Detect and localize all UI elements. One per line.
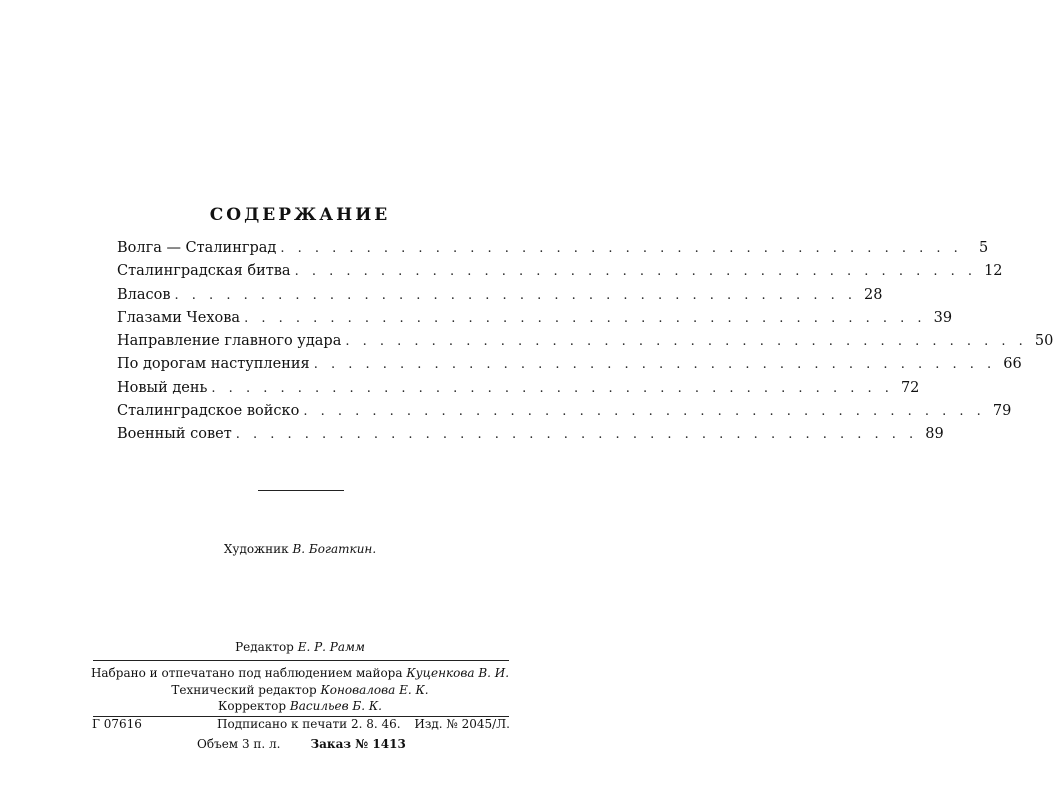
toc-entry-title: Направление главного удара [117, 333, 342, 350]
toc-entry[interactable] [117, 379, 920, 403]
toc-entry-page: 12 [984, 263, 1003, 280]
toc-entry[interactable] [117, 240, 989, 263]
toc-entry[interactable] [117, 403, 1012, 426]
typeset-line [90, 665, 510, 682]
tech-editor-label: Технический редактор [171, 682, 317, 697]
toc-leader-dots: . . . . . . . . . . . . . . . . . . . . . . . . . . . . . . . . . . . . . . . . [244, 310, 927, 326]
production-credits [90, 665, 510, 715]
toc-entry-title: Военный совет [117, 426, 232, 443]
toc-entry-page: 50 [1034, 333, 1053, 350]
toc-leader-dots: . . . . . . . . . . . . . . . . . . . . . . . . . . . . . . . . . . . . . . . . [345, 334, 1028, 350]
contents-title: СОДЕРЖАНИЕ [209, 205, 391, 225]
imprint-line-2 [197, 737, 406, 751]
toc-entry-title: Глазами Чехова [117, 309, 241, 326]
typeset-name: Куценкова В. И. [406, 666, 510, 680]
toc-entry[interactable] [117, 426, 944, 449]
toc-entry[interactable] [117, 333, 1053, 356]
editor-label: Редактор [235, 640, 294, 654]
artist-name: В. Богаткин. [292, 542, 377, 556]
corrector-line [90, 698, 510, 715]
imprint-code: Г 07616 [92, 717, 142, 731]
toc-entry-title: Волга — Сталинград [117, 240, 277, 256]
toc-entry-page: 79 [992, 403, 1012, 420]
typeset-label: Набрано и отпечатано под наблюдением майора [90, 666, 403, 680]
toc-entry-page: 5 [979, 240, 989, 256]
toc-entry-page: 28 [864, 286, 883, 303]
toc-entry-page: 89 [925, 426, 944, 443]
toc-entry-page: 72 [900, 379, 920, 396]
imprint-order: Заказ № 1413 [310, 737, 406, 751]
toc-entry-title: Власов [117, 286, 171, 303]
imprint-volume: Объем 3 п. л. [197, 737, 281, 751]
toc-leader-dots: . . . . . . . . . . . . . . . . . . . . . . . . . . . . . . . . . . . . . . . . [294, 264, 977, 280]
toc-leader-dots: . . . . . . . . . . . . . . . . . . . . . . . . . . . . . . . . . . . . . . . . [313, 357, 996, 373]
toc-leader-dots: . . . . . . . . . . . . . . . . . . . . . . . . . . . . . . . . . . . . . . . . [211, 380, 894, 396]
tech-editor-line [90, 682, 510, 699]
toc-leader-dots: . . . . . . . . . . . . . . . . . . . . . . . . . . . . . . . . . . . . . . . . [174, 287, 857, 303]
artist-credit [0, 542, 600, 556]
toc-entry-page: 66 [1003, 356, 1022, 373]
corrector-name: Васильев Б. К. [289, 699, 382, 713]
artist-label: Художник [223, 542, 289, 556]
editor-credit [0, 640, 600, 654]
toc-leader-dots: . . . . . . . . . . . . . . . . . . . . . . . . . . . . . . . . . . . . . . . . [303, 404, 986, 420]
imprint-signed: Подписано к печати 2. 8. 46. [217, 717, 401, 731]
toc-leader-dots: . . . . . . . . . . . . . . . . . . . . . . . . . . . . . . . . . . . . . . . . [280, 241, 963, 256]
toc-entry[interactable] [117, 309, 953, 333]
imprint-publisher-no: Изд. № 2045/Л. [414, 717, 510, 731]
imprint-top-rule [93, 660, 509, 661]
toc-entry-title: По дорогам наступления [117, 356, 310, 373]
toc-entry-title: Новый день [117, 379, 208, 396]
toc-entry-title: Сталинградское войско [117, 403, 300, 420]
toc-entry[interactable] [117, 286, 883, 310]
corrector-label: Корректор [218, 699, 287, 713]
toc-entry-title: Сталинградская битва [117, 263, 291, 280]
section-divider [258, 490, 344, 491]
toc-entry[interactable] [117, 263, 1003, 286]
table-of-contents [117, 240, 1053, 450]
toc-entry[interactable] [117, 356, 1022, 379]
tech-editor-name: Коновалова Е. К. [320, 682, 429, 697]
toc-leader-dots: . . . . . . . . . . . . . . . . . . . . . . . . . . . . . . . . . . . . . . . . [235, 427, 918, 443]
toc-entry-page: 39 [933, 309, 953, 326]
editor-name: Е. Р. Рамм [297, 640, 365, 654]
